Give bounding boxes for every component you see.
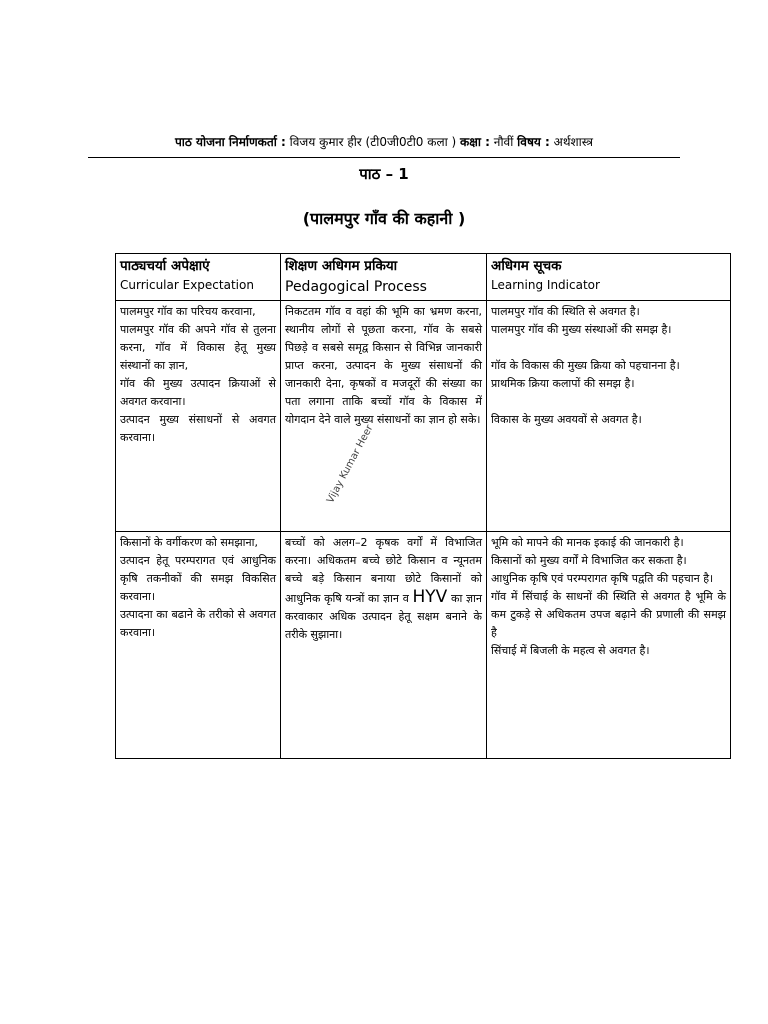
subject-value: अर्थशास्त्र bbox=[553, 135, 594, 149]
header-curricular-expectation bbox=[116, 254, 281, 301]
header-hindi: पाठ्यचर्या अपेक्षाएं bbox=[120, 258, 210, 274]
header-english: Curricular Expectation bbox=[120, 278, 254, 292]
lesson-plan-header bbox=[88, 134, 680, 150]
header-english: Pedagogical Process bbox=[285, 279, 427, 295]
pedagogical-cell bbox=[281, 301, 487, 532]
curricular-cell bbox=[116, 532, 281, 759]
cell-text: निकटतम गॉव व वहां की भूमि का भ्रमण करना, स्थानीय लोगों से पूछता करना, गॉव के सबसे पिछड़े व सबसे समृद्व किसान से विभिन्न जानकारी प्राप्त करना, उत्पादन के मुख्य संसाधनों की जानकारी देना, कृषकों व मजदूरों की संख्या का पता लगाना ताकि बच्चों गॉव के विकास में योगदान देने वाले मुख्य संसाधनों का ज्ञान हो सके। bbox=[285, 305, 482, 426]
header-pedagogical-process bbox=[281, 254, 487, 301]
pedagogical-cell bbox=[281, 532, 487, 759]
table-row bbox=[116, 532, 731, 759]
hyv-term: HYV bbox=[412, 587, 448, 607]
lesson-title: (पालमपुर गाँव की कहानी ) bbox=[302, 209, 466, 228]
table-row bbox=[116, 301, 731, 532]
text-part: का ज्ञान करवाकार अधिक उत्पादन हेतू सक्षम बनाने के तरीके सुझाना। bbox=[285, 592, 482, 641]
lesson-number: पाठ – 1 bbox=[359, 165, 409, 183]
cell-text: पालमपुर गॉव का परिचय करवाना, पालमपुर गॉव की अपने गॉव से तुलना करना, गॉव में विकास हेतू मुख्य संस्थानों का ज्ञान, गॉव की मुख्य उत्पादन क्रियाओं से अवगत करवाना। उत्पादन मुख्य संसाधनों से अवगत करवाना। bbox=[120, 305, 276, 444]
header-learning-indicator bbox=[487, 254, 731, 301]
maker-value: विजय कुमार हीर (टी0जी0टी0 कला ) bbox=[289, 135, 457, 149]
subject-label: विषय : bbox=[517, 135, 550, 149]
table-header-row bbox=[116, 254, 731, 301]
header-english: Learning Indicator bbox=[491, 278, 600, 292]
cell-text: किसानों के वर्गीकरण को समझाना, उत्पादन हेतू परम्परागत एवं आधुनिक कृषि तकनीकों की समझ विकसित करवाना। उत्पादना का बढाने के तरीको से अवगत करवाना। bbox=[120, 536, 276, 639]
cell-text: पालमपुर गॉव की स्थिति से अवगत है। पालमपुर गॉव की मुख्य संस्थाओं की समझ है। गॉव के विकास की मुख्य क्रिया को पहचानना है। प्राथमिक क्रिया कलापों की समझ है। विकास के मुख्य अवयवों से अवगत है। bbox=[491, 305, 680, 426]
cell-text: भूमि को मापने की मानक इकाई की जानकारी है। किसानों को मुख्य वर्गों मे विभाजित कर सकता है। आधुनिक कृषि एवं परम्परागत कृषि पद्वति की पहचान है। गॉव में सिंचाई के साधनों की स्थिति से अवगत है भूमि के कम टुकड़े से अधिकतम उपज बढ़ाने की प्रणाली की समझ है सिंचाई में बिजली के महत्व से अवगत है। bbox=[491, 536, 726, 657]
header-hindi: अधिगम सूचक bbox=[491, 258, 562, 274]
text-part: बच्चों को अलग–2 कृषक वर्गों में विभाजित करना। अधिकतम बच्चे छोटे किसान व न्यूनतम बच्चे बड़े किसान बनाया छोटे किसानों को आधुनिक कृषि यन्त्रों का ज्ञान व bbox=[285, 536, 482, 605]
learning-cell bbox=[487, 301, 731, 532]
header-hindi: शिक्षण अधिगम प्रकिया bbox=[285, 258, 398, 274]
header-divider bbox=[88, 157, 680, 158]
curricular-cell bbox=[116, 301, 281, 532]
class-value: नौवीं bbox=[493, 135, 514, 149]
maker-label: पाठ योजना निर्माणकर्ता : bbox=[174, 135, 286, 149]
author-watermark: Vijay Kumar Heer bbox=[325, 423, 376, 506]
class-label: कक्षा : bbox=[460, 135, 490, 149]
cell-text bbox=[285, 534, 482, 644]
lesson-plan-table bbox=[115, 253, 731, 759]
learning-cell bbox=[487, 532, 731, 759]
